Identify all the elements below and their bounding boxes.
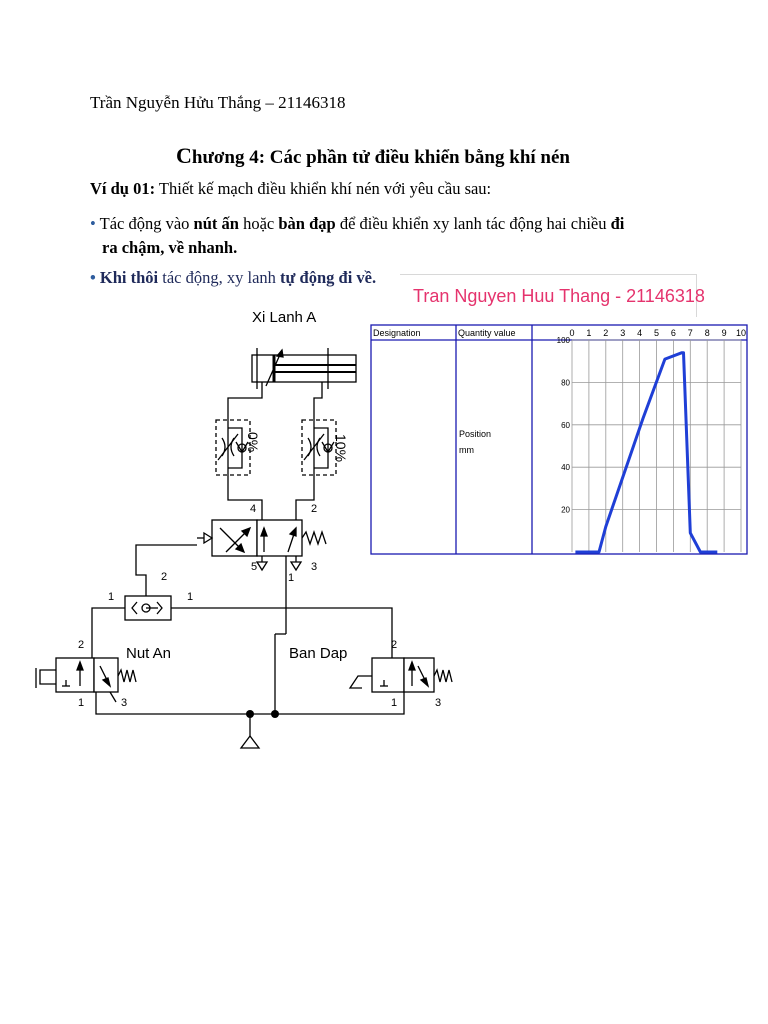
author-line: Trần Nguyễn Hửu Thắng – 21146318 [90, 93, 346, 112]
push-valve-label: Nut An [126, 645, 172, 662]
chart-x-ticks [569, 328, 746, 338]
junction-dot-left [246, 710, 254, 718]
main-valve-pilot [204, 533, 212, 543]
main-valve-port-4: 4 [250, 503, 257, 515]
pedal-valve-port-1: 1 [391, 697, 398, 709]
chart-x-tick-label: 0 [569, 328, 575, 338]
chart-y-tick-label: 80 [561, 378, 570, 388]
cylinder-label: Xi Lanh A [252, 309, 317, 326]
main-valve-port-2: 2 [311, 503, 318, 515]
main-valve-spring [302, 532, 326, 544]
chart-y-ticks [557, 336, 571, 515]
push-valve-port-2: 2 [78, 639, 85, 651]
main-valve-port-1: 1 [288, 572, 295, 584]
bullet1-text-1: Tác động vào [99, 214, 194, 233]
shuttle-port-2: 2 [161, 571, 168, 583]
bullet1-text-3: hoặc [238, 214, 279, 233]
push-valve-left-box [56, 658, 94, 692]
bullet-dot: • [90, 214, 96, 233]
line-throttle-left-valve [228, 475, 262, 520]
line-shuttle-right [171, 608, 404, 660]
shuttle-port-1-left: 1 [108, 591, 115, 603]
main-valve-left-box [212, 520, 257, 556]
chart-row-quantity: Position [459, 429, 492, 439]
push-valve-port-3: 3 [121, 697, 128, 709]
pedal-valve-port-3: 3 [435, 697, 442, 709]
push-valve-port-1: 1 [78, 697, 85, 709]
bullet1-text-5: để điều khiển xy lanh tác động hai chiều [335, 214, 611, 233]
bullet1-text-7: ra chậm, về nhanh. [102, 238, 238, 257]
pedal-valve-port-2: 2 [391, 639, 398, 651]
chapter-initial: C [176, 143, 192, 168]
chart-y-tick-label: 100 [556, 336, 570, 345]
chart-y-tick-label: 60 [561, 420, 570, 430]
shuttle-port-1-right: 1 [187, 591, 194, 603]
chart-grid [572, 340, 741, 552]
throttle-right-percent: 10% [333, 434, 349, 463]
pedal-actuator [350, 676, 372, 688]
bullet-dot: • [90, 268, 96, 287]
bullet2-text-2: tác động, xy lanh [158, 268, 281, 287]
pedal-valve-spring [434, 670, 452, 682]
position-chart [370, 324, 748, 556]
main-valve-port-5: 5 [251, 561, 258, 573]
bullet1-text-4: bàn đạp [278, 214, 336, 233]
throttle-left-percent: 0% [245, 432, 261, 453]
chapter-title-rest: hương 4: Các phần tử điều khiển bằng khí nén [191, 147, 570, 168]
line-shuttle-left [92, 608, 125, 660]
supply-source [241, 736, 259, 748]
line-cyl-right [314, 382, 322, 420]
push-button-actuator [40, 670, 56, 684]
push-valve-right-box [94, 658, 118, 692]
push-valve-exhaust-stem [110, 692, 116, 702]
push-valve-spring [118, 670, 136, 682]
chart-x-tick-label: 7 [687, 328, 693, 338]
pedal-valve-right-box [404, 658, 434, 692]
pedal-valve-left-box [372, 658, 404, 692]
junction-dot-right [271, 710, 279, 718]
example-text: Thiết kế mạch điều khiển khí nén với yêu cầu sau: [155, 179, 492, 198]
chart-x-tick-label: 4 [637, 328, 643, 338]
chart-y-tick-label: 40 [561, 463, 570, 473]
chart-x-tick-label: 3 [620, 328, 626, 338]
chart-x-tick-label: 6 [670, 328, 676, 338]
main-valve-port-3: 3 [311, 561, 318, 573]
bullet1-text-2: nút ấn [193, 214, 239, 233]
chart-y-tick-label: 20 [561, 505, 570, 515]
bullet1-text-6: đi [610, 214, 625, 233]
main-valve-exhaust-5 [257, 556, 267, 570]
chart-row-unit: mm [459, 445, 474, 455]
main-valve-exhaust-3 [291, 556, 301, 570]
chart-col-quantity: Quantity value [458, 328, 516, 338]
chart-x-tick-label: 2 [603, 328, 609, 338]
cylinder-body [252, 355, 356, 382]
chart-x-tick-label: 8 [704, 328, 710, 338]
chart-x-tick-label: 5 [653, 328, 660, 338]
bullet2-text-1: Khi thôi [99, 268, 159, 287]
chart-col-designation: Designation [373, 328, 421, 338]
chart-x-tick-label: 9 [721, 328, 727, 338]
pedal-valve-label: Ban Dap [289, 645, 348, 662]
bullet2-text-3: tự động đi về. [280, 268, 377, 287]
author-banner-text: Tran Nguyen Huu Thang - 21146318 [413, 286, 705, 306]
chart-x-tick-label: 10 [735, 328, 747, 338]
chart-x-tick-label: 1 [586, 328, 592, 338]
cylinder-adjust-arrowhead [277, 350, 283, 357]
example-label: Ví dụ 01: [90, 179, 156, 198]
